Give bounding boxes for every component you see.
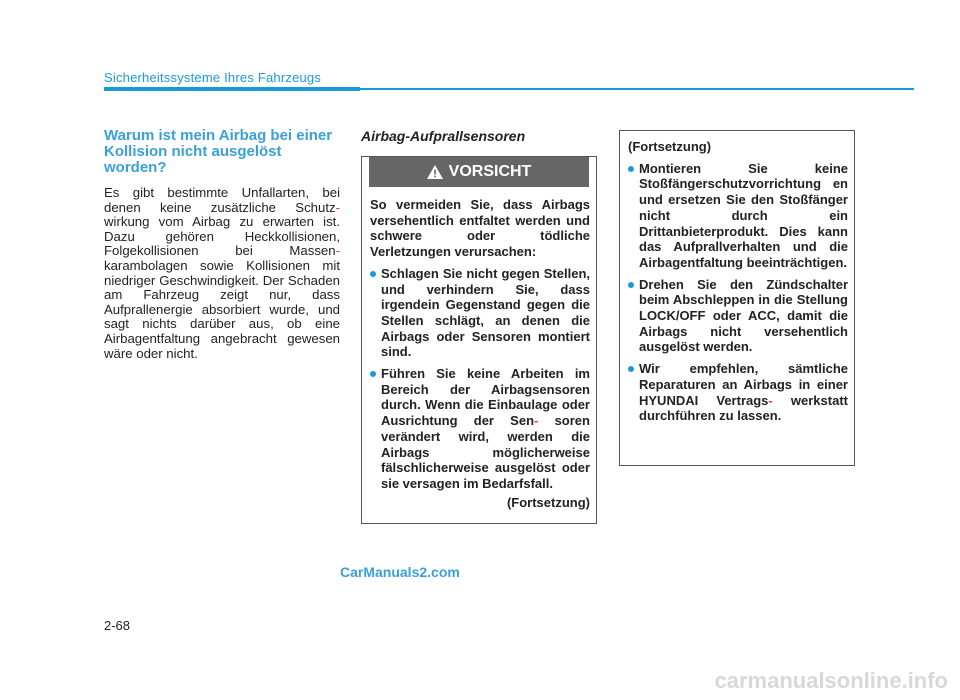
continued-note: (Fortsetzung) xyxy=(628,139,712,154)
section-title: Sicherheitssysteme Ihres Fahrzeugs xyxy=(104,70,322,85)
page-number: 2-68 xyxy=(104,618,131,633)
site-watermark: carmanualsonline.info xyxy=(714,668,948,693)
caution-content xyxy=(370,197,590,510)
bullet-text-2: werkstatt durchführen zu lassen. xyxy=(639,392,848,424)
subsection-title: Airbag-Aufprallsensoren xyxy=(361,128,526,144)
continued-note: (Fortsetzung) xyxy=(506,494,590,510)
body-paragraph xyxy=(104,186,340,361)
caution-bullet: Drehen Sie den Zündschalter beim Abschleppen in die Stellung LOCK/OFF oder ACC, damit die Airbags nicht versehentlich ausgelöst werden. xyxy=(628,277,848,356)
bullet-text-1: Führen Sie keine Arbeiten im Bereich der Airbagsensoren durch. Wenn die Einbaulage oder Ausrichtung der Sen xyxy=(381,366,590,429)
bullet-text-1: Wir empfehlen, sämtliche Reparaturen an Airbags in einer HYUNDAI Vertrags xyxy=(639,361,848,408)
continued-caution-box xyxy=(619,130,855,466)
continued-content xyxy=(628,139,848,424)
section-heading: Warum ist mein Airbag bei einer Kollision nicht ausgelöst worden? xyxy=(104,127,333,176)
caution-bullet: Montieren Sie keine Stoßfängerschutzvorrichtung en und ersetzen Sie den Stoßfänger nicht durch ein Drittanbieterprodukt. Dies kann das Aufprallverhalten und die Airbagentfaltung beeinträchtigen. xyxy=(628,161,848,271)
hyphen: - xyxy=(335,243,340,259)
header-rule xyxy=(104,88,914,90)
caution-intro: So vermeiden Sie, dass Airbags versehentlich entfaltet werden und schwere oder tödliche Verletzungen verursachen: xyxy=(370,197,590,260)
watermark-link[interactable]: CarManuals2.com xyxy=(340,564,460,580)
caution-bullet xyxy=(628,361,848,424)
warning-triangle-icon xyxy=(427,165,443,179)
hyphen: - xyxy=(768,392,773,408)
caution-label: VORSICHT xyxy=(448,163,532,180)
body-text-2: wirkung vom Airbag zu erwarten ist. Dazu gehören Heckkollisionen, Folgekollisionen bei Massen xyxy=(104,214,340,259)
body-text-1: Es gibt bestimmte Unfallarten, bei denen keine zusätzliche Schutz xyxy=(104,185,340,215)
bullet-text-2: soren verändert wird, werden die Airbags möglicherweise fälschlicherweise ausgelöst oder sie versagen im Bedarfsfall. xyxy=(381,413,590,491)
caution-banner xyxy=(369,157,589,187)
hyphen: - xyxy=(534,413,539,429)
body-text-3: karambolagen sowie Kollisionen mit niedriger Geschwindigkeit. Der Schaden am Fahrzeug zeigt nur, dass Aufprallenergie absorbiert wurde, und sagt nichts darüber aus, ob eine Airbagentfaltung angebracht gewesen wäre oder nicht. xyxy=(104,257,340,361)
column-left xyxy=(104,128,340,361)
caution-bullet: Schlagen Sie nicht gegen Stellen, und verhindern Sie, dass irgendein Gegenstand gegen die Stellen schlägt, an denen die Airbags oder Sensoren montiert sind. xyxy=(370,266,590,360)
caution-box xyxy=(361,156,597,524)
caution-bullet xyxy=(370,366,590,492)
hyphen: - xyxy=(335,199,340,215)
